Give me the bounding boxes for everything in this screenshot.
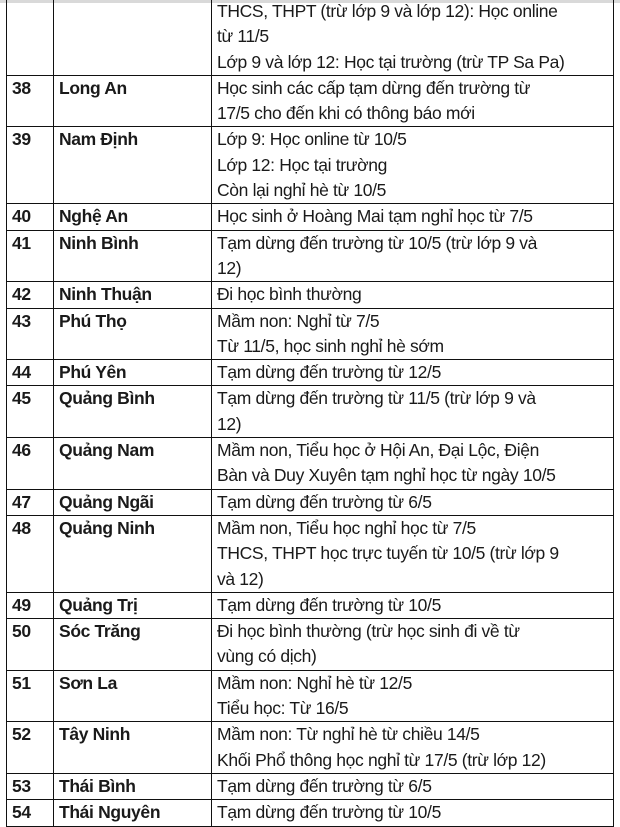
- status-line: 12): [217, 413, 242, 434]
- status-line: từ 11/5: [217, 26, 269, 47]
- school-status: [212, 515, 614, 592]
- status-line: Tiểu học: Từ 16/5: [217, 698, 349, 719]
- table-row: [7, 592, 614, 618]
- province-name: [54, 0, 212, 75]
- status-line: Mầm non, Tiểu học ở Hội An, Đại Lộc, Điện: [217, 440, 540, 461]
- school-status: [212, 230, 614, 282]
- status-line: Mầm non: Nghỉ hè từ 12/5: [217, 672, 412, 693]
- table-row: [7, 0, 614, 75]
- table-row: [7, 515, 614, 592]
- province-name: Phú Yên: [54, 360, 212, 386]
- status-line: Mầm non: Từ nghỉ hè từ chiều 14/5: [217, 724, 480, 745]
- table-row: [7, 204, 614, 230]
- status-line: Tạm dừng đến trường từ 10/5 (trừ lớp 9 và: [217, 232, 538, 253]
- status-line: THCS, THPT (trừ lớp 9 và lớp 12): Học online: [217, 1, 558, 21]
- table-row: [7, 127, 614, 204]
- school-status: [212, 308, 614, 360]
- table-row: [7, 800, 614, 826]
- status-line: Học sinh ở Hoàng Mai tạm nghỉ học từ 7/5: [217, 206, 533, 227]
- status-line: 12): [217, 257, 242, 278]
- province-name: Long An: [54, 75, 212, 127]
- province-name: Thái Nguyên: [54, 800, 212, 826]
- status-line: Lớp 9 và lớp 12: Học tại trường (trừ TP Sa Pa): [217, 51, 565, 72]
- status-line: vùng có dịch): [217, 646, 317, 667]
- table-row: [7, 722, 614, 774]
- status-line: Tạm dừng đến trường từ 11/5 (trừ lớp 9 và: [217, 388, 536, 409]
- table-body: [7, 0, 614, 826]
- status-line: Đi học bình thường: [217, 284, 362, 305]
- province-name: Quảng Nam: [54, 438, 212, 490]
- status-line: Lớp 9: Học online từ 10/5: [217, 129, 407, 150]
- status-line: Đi học bình thường (trừ học sinh đi về từ: [217, 621, 520, 642]
- row-number: 51: [7, 670, 54, 722]
- row-number: 41: [7, 230, 54, 282]
- province-name: Nam Định: [54, 127, 212, 204]
- province-name: Sóc Trăng: [54, 619, 212, 671]
- table-row: [7, 670, 614, 722]
- status-line: và 12): [217, 568, 264, 589]
- status-line: Tạm dừng đến trường từ 10/5: [217, 802, 441, 823]
- row-number: 50: [7, 619, 54, 671]
- table-row: [7, 773, 614, 799]
- province-name: Phú Thọ: [54, 308, 212, 360]
- status-line: Tạm dừng đến trường từ 12/5: [217, 362, 441, 383]
- table-row: [7, 230, 614, 282]
- province-name: Ninh Thuận: [54, 282, 212, 308]
- school-status: [212, 204, 614, 230]
- status-line: 17/5 cho đến khi có thông báo mới: [217, 103, 475, 124]
- row-number: 43: [7, 308, 54, 360]
- province-name: Nghệ An: [54, 204, 212, 230]
- table-row: [7, 386, 614, 438]
- status-line: Tạm dừng đến trường từ 6/5: [217, 491, 432, 512]
- school-status-table: [6, 0, 614, 827]
- province-name: Ninh Bình: [54, 230, 212, 282]
- province-name: Sơn La: [54, 670, 212, 722]
- status-line: Lớp 12: Học tại trường: [217, 154, 387, 175]
- row-number: 46: [7, 438, 54, 490]
- table-row: [7, 489, 614, 515]
- school-status: [212, 0, 614, 75]
- province-name: Quảng Ngãi: [54, 489, 212, 515]
- status-line: Từ 11/5, học sinh nghỉ hè sớm: [217, 335, 444, 356]
- table-row: [7, 282, 614, 308]
- row-number: [7, 0, 54, 75]
- row-number: 45: [7, 386, 54, 438]
- province-name: Tây Ninh: [54, 722, 212, 774]
- school-status: [212, 360, 614, 386]
- school-status: [212, 75, 614, 127]
- status-line: Bàn và Duy Xuyên tạm nghỉ học từ ngày 10/5: [217, 465, 556, 486]
- school-status: [212, 670, 614, 722]
- school-status: [212, 619, 614, 671]
- status-line: THCS, THPT học trực tuyến từ 10/5 (trừ lớp 9: [217, 543, 559, 564]
- row-number: 48: [7, 515, 54, 592]
- status-line: Tạm dừng đến trường từ 6/5: [217, 775, 432, 796]
- school-status: [212, 489, 614, 515]
- school-status: [212, 773, 614, 799]
- province-name: Quảng Trị: [54, 592, 212, 618]
- status-line: Học sinh các cấp tạm dừng đến trường từ: [217, 77, 531, 98]
- row-number: 52: [7, 722, 54, 774]
- row-number: 38: [7, 75, 54, 127]
- row-number: 49: [7, 592, 54, 618]
- row-number: 47: [7, 489, 54, 515]
- row-number: 42: [7, 282, 54, 308]
- status-line: Mầm non: Nghỉ từ 7/5: [217, 310, 380, 331]
- row-number: 54: [7, 800, 54, 826]
- school-status: [212, 386, 614, 438]
- school-status: [212, 127, 614, 204]
- row-number: 44: [7, 360, 54, 386]
- table-row: [7, 360, 614, 386]
- school-status: [212, 592, 614, 618]
- table-row: [7, 308, 614, 360]
- row-number: 39: [7, 127, 54, 204]
- school-status: [212, 282, 614, 308]
- province-name: Thái Bình: [54, 773, 212, 799]
- school-status: [212, 722, 614, 774]
- status-line: Mầm non, Tiểu học nghỉ học từ 7/5: [217, 517, 476, 538]
- school-status: [212, 800, 614, 826]
- province-name: Quảng Ninh: [54, 515, 212, 592]
- row-number: 40: [7, 204, 54, 230]
- table-row: [7, 619, 614, 671]
- province-name: Quảng Bình: [54, 386, 212, 438]
- school-status: [212, 438, 614, 490]
- row-number: 53: [7, 773, 54, 799]
- status-line: Còn lại nghỉ hè từ 10/5: [217, 180, 387, 201]
- table-row: [7, 438, 614, 490]
- status-line: Tạm dừng đến trường từ 10/5: [217, 594, 441, 615]
- status-line: Khối Phổ thông học nghỉ từ 17/5 (trừ lớp 12): [217, 749, 546, 770]
- table-row: [7, 75, 614, 127]
